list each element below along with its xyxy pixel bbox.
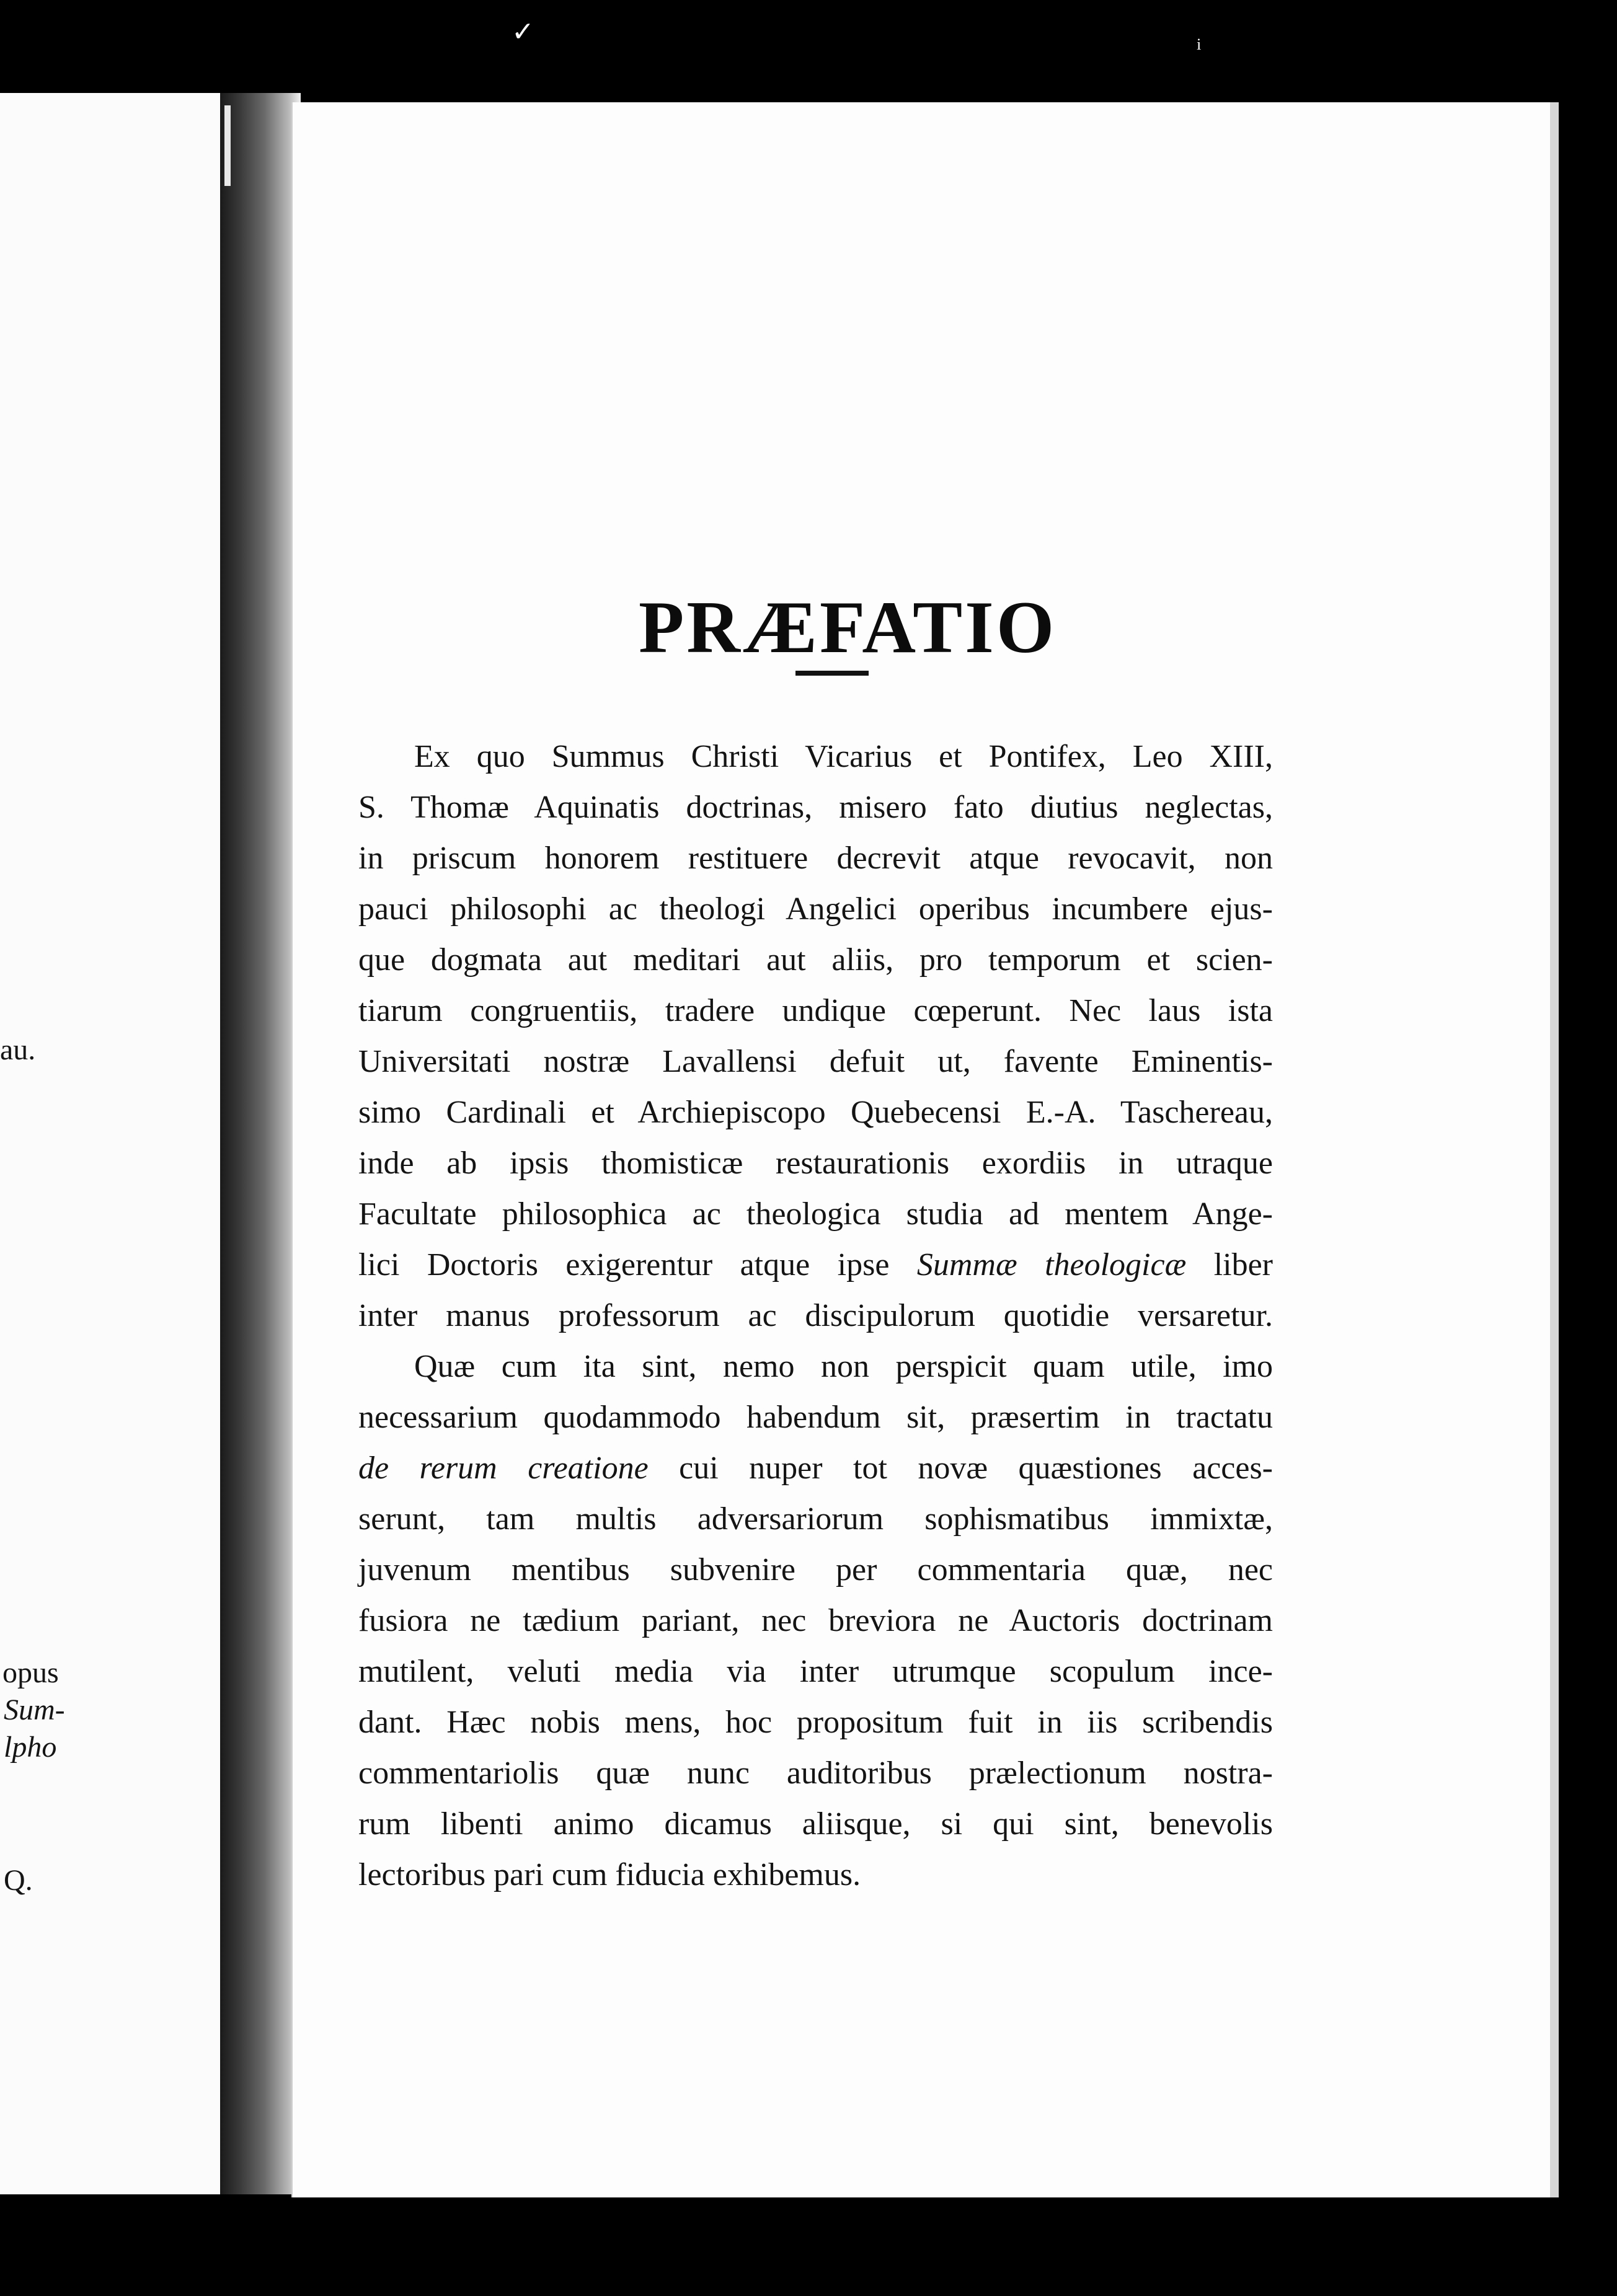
- paragraph-1-line: simo Cardinali et Archiepiscopo Quebecensi E.-A. Taschereau,: [358, 1095, 1273, 1130]
- preface-body: [358, 731, 1273, 1901]
- paragraph-2-line: juvenum mentibus subvenire per commentaria quæ, nec: [358, 1552, 1273, 1587]
- page-edge: [1550, 102, 1559, 2197]
- gutter-mark: [224, 105, 231, 186]
- scan-mark-top-right: ᵢ: [1197, 23, 1202, 53]
- left-page-fragment: Q.: [4, 1864, 33, 1897]
- paragraph-1-line: [358, 1240, 1273, 1291]
- paragraph-2-line: fusiora ne tædium pariant, nec breviora ne Auctoris doctrinam: [358, 1603, 1273, 1638]
- paragraph-1-line: in priscum honorem restituere decrevit atque revocavit, non: [358, 841, 1273, 876]
- paragraph-2-line: dant. Hæc nobis mens, hoc propositum fuit in iis scribendis: [358, 1705, 1273, 1740]
- left-page-fragment: lpho: [4, 1731, 57, 1764]
- paragraph-1-line: Ex quo Summus Christi Vicarius et Pontifex, Leo XIII,: [414, 739, 1273, 774]
- paragraph-2-line: mutilent, veluti media via inter utrumque scopulum ince-: [358, 1654, 1273, 1689]
- paragraph-1-line: Facultate philosophica ac theologica studia ad mentem Ange-: [358, 1196, 1273, 1232]
- line-text: liber: [1186, 1247, 1273, 1283]
- paragraph-2-line: commentariolis quæ nunc auditoribus prælectionum nostra-: [358, 1755, 1273, 1791]
- paragraph-2-line: [358, 1443, 1273, 1494]
- paragraph-1-line: S. Thomæ Aquinatis doctrinas, misero fato diutius neglectas,: [358, 790, 1273, 825]
- italic-book-title: Summæ theologicæ: [916, 1247, 1187, 1283]
- paragraph-1-line: Universitati nostræ Lavallensi defuit ut, favente Eminentis-: [358, 1044, 1273, 1079]
- page-gutter-shadow: [220, 93, 301, 2194]
- paragraph-2-line: rum libenti animo dicamus aliisque, si qui sint, benevolis: [358, 1806, 1273, 1842]
- line-text: cui nuper tot novæ quæstiones acces-: [648, 1450, 1273, 1486]
- paragraph-1-line: inter manus professorum ac discipulorum quotidie versaretur.: [358, 1298, 1273, 1333]
- paragraph-2-line: serunt, tam multis adversariorum sophismatibus immixtæ,: [358, 1501, 1273, 1537]
- paragraph-1-line: que dogmata aut meditari aut aliis, pro temporum et scien-: [358, 942, 1273, 978]
- left-facing-page: [0, 93, 231, 2194]
- paragraph-2-line: necessarium quodammodo habendum sit, præsertim in tractatu: [358, 1400, 1273, 1435]
- line-text: lici Doctoris exigerentur atque ipse: [358, 1247, 917, 1283]
- title-rule: [795, 671, 869, 676]
- scan-mark-top-center: ✓: [512, 17, 534, 47]
- paragraph-2-line: lectoribus pari cum fiducia exhibemus.: [358, 1857, 861, 1892]
- left-page-fragment: Sum-: [4, 1693, 65, 1726]
- left-page-fragment: opus: [2, 1656, 59, 1689]
- paragraph-1-line: inde ab ipsis thomisticæ restaurationis exordiis in utraque: [358, 1146, 1273, 1181]
- page-title: PRÆFATIO: [639, 586, 1057, 669]
- paragraph-1-line: pauci philosophi ac theologi Angelici operibus incumbere ejus-: [358, 891, 1273, 927]
- paragraph-1-line: tiarum congruentiis, tradere undique cœperunt. Nec laus ista: [358, 993, 1273, 1028]
- left-page-fragment: au.: [0, 1033, 36, 1066]
- paragraph-2-line: Quæ cum ita sint, nemo non perspicit quam utile, imo: [414, 1349, 1273, 1384]
- italic-treatise-title: de rerum creatione: [358, 1450, 649, 1486]
